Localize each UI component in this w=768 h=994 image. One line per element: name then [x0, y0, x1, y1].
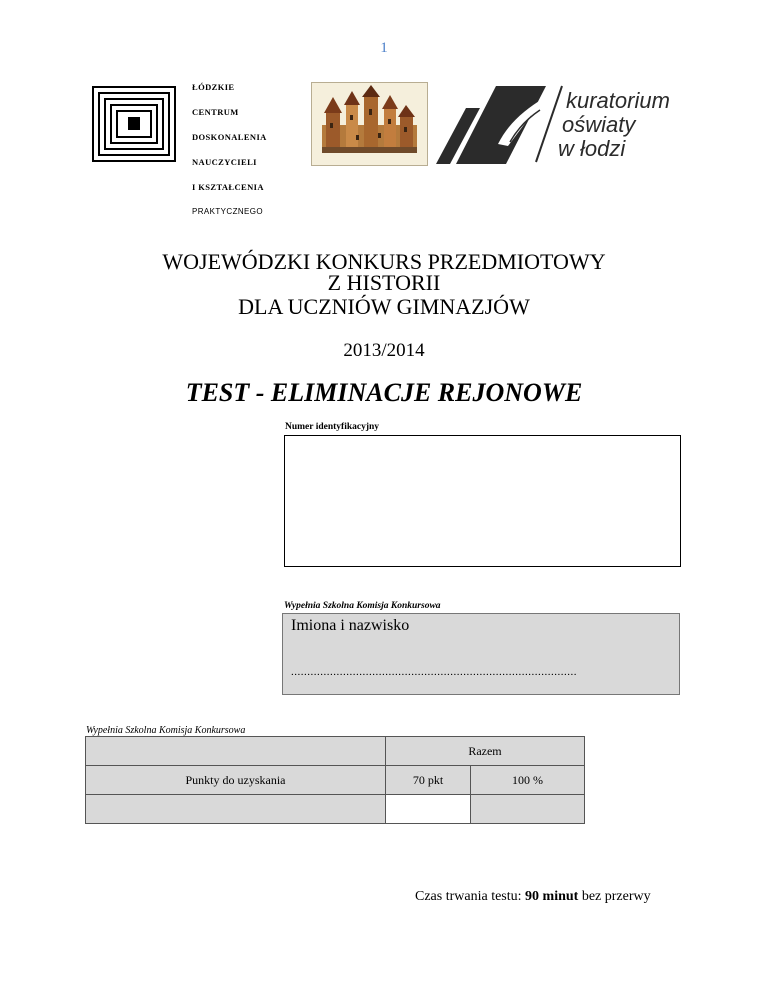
kuratorium-line-1: kuratorium [566, 88, 670, 113]
ldc-line-2: CENTRUM [192, 107, 239, 117]
ldc-logo [92, 86, 176, 162]
ldc-line-1: ŁÓDZKIE [192, 82, 235, 92]
ldc-line-4: NAUCZYCIELI [192, 157, 257, 167]
kuratorium-line-2: oświaty [562, 112, 636, 137]
score-table [85, 736, 585, 824]
points-earned-field[interactable] [385, 794, 471, 824]
castle-image [311, 82, 428, 166]
name-label: Imiona i nazwisko [291, 617, 410, 634]
kuratorium-logo [436, 84, 684, 166]
percent-value: 100 % [470, 765, 585, 795]
percent-earned-field[interactable] [470, 794, 585, 824]
kuratorium-line-3: w łodzi [558, 136, 626, 161]
razem-header: Razem [385, 736, 585, 766]
page-number: 1 [380, 40, 388, 56]
points-value: 70 pkt [385, 765, 471, 795]
duration-prefix: Czas trwania testu: [415, 889, 526, 904]
ldc-line-5: I KSZTAŁCENIA [192, 182, 264, 192]
duration-value: 90 minut [525, 889, 579, 904]
id-number-field[interactable] [284, 435, 681, 567]
contest-title-line-3: DLA UCZNIÓW GIMNAZJÓW [238, 294, 530, 319]
school-year: 2013/2014 [343, 340, 425, 361]
score-header-empty [85, 736, 386, 766]
name-dots: ........................................................................................ [291, 666, 577, 678]
ldc-line-6: PRAKTYCZNEGO [192, 207, 264, 216]
commission-label-score: Wypełnia Szkolna Komisja Konkursowa [86, 725, 246, 736]
duration-suffix: bez przerwy [578, 889, 651, 904]
name-field[interactable] [282, 613, 680, 695]
test-title: TEST - ELIMINACJE REJONOWE [185, 378, 583, 407]
contest-title-line-1: WOJEWÓDZKI KONKURS PRZEDMIOTOWY [162, 249, 606, 274]
score-row-label-empty [85, 794, 386, 824]
points-label: Punkty do uzyskania [85, 765, 386, 795]
commission-label: Wypełnia Szkolna Komisja Konkursowa [284, 601, 441, 611]
ldc-line-3: DOSKONALENIA [192, 132, 267, 142]
contest-title-line-2: Z HISTORII [327, 270, 441, 295]
id-number-label: Numer identyfikacyjny [285, 422, 380, 432]
duration-text [415, 889, 651, 905]
